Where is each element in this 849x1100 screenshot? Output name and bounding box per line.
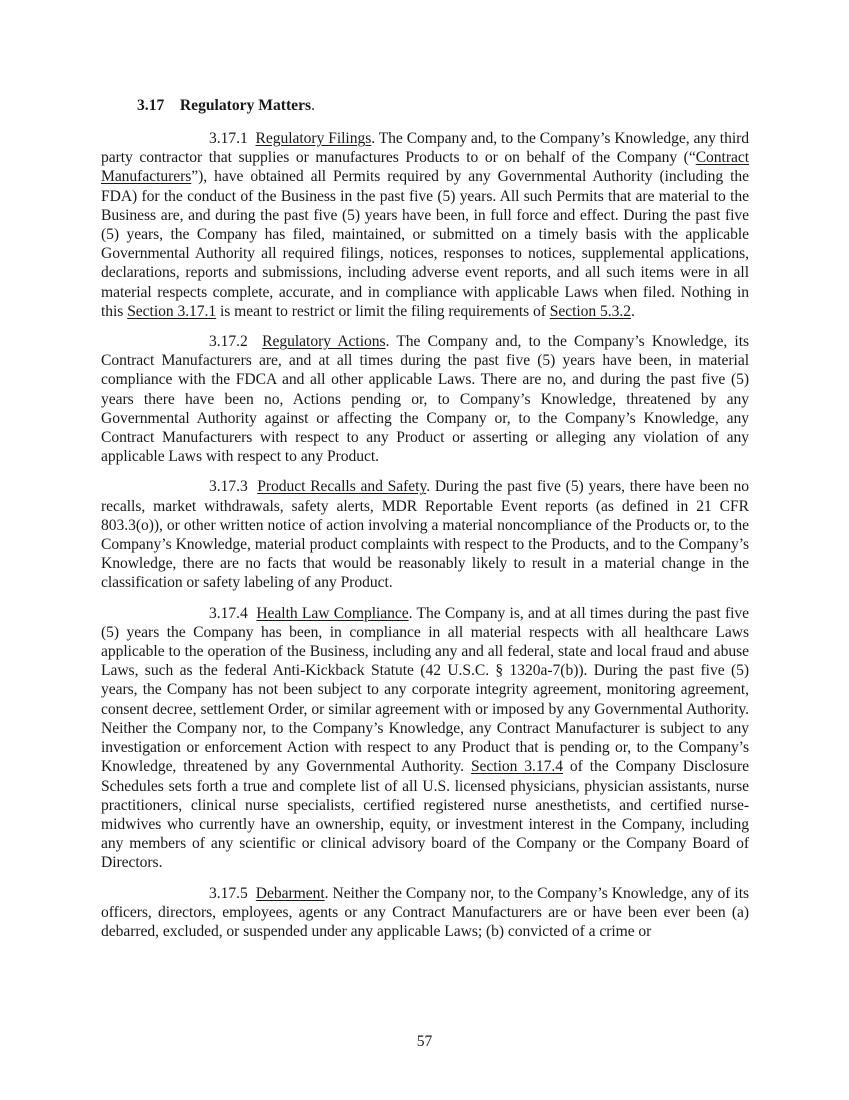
section-number: 3.17 — [137, 97, 165, 114]
subsection-heading: Product Recalls and Safety — [257, 478, 427, 496]
subsection-heading: Health Law Compliance — [256, 604, 409, 622]
paragraph-3-17-2: 3.17.2 Regulatory Actions. The Company and, to the Company’s Knowledge, its Contract Manufacturers are, and at all times during the past five (5) years have been, in material compliance with the FDCA and all other applicable Laws. There are no, and during the past five (5) years there have been no, Actions pending or, to Company’s Knowledge, threatened by any Governmental Authority against or affecting the Company or, to the Company’s Knowledge, any Contract Manufacturers with respect to any Product or asserting or alleging any violation of any applicable Laws with respect to any Product. — [101, 333, 750, 466]
subsection-heading: Debarment — [255, 884, 325, 902]
section-reference: Section 5.3.2 — [549, 302, 631, 320]
paragraph-3-17-4: 3.17.4 Health Law Compliance. The Company is, and at all times during the past five (5) years the Company has been, in compliance in all material respects with all healthcare Laws applicable to the operation of the Business, including any and all federal, state and local fraud and abuse Laws, such as the federal Anti-Kickback Statute (42 U.S.C. § 1320a-7(b)). During the past five (5) years, the Company has not been subject to any corporate integrity agreement, monitoring agreement, consent decree, settlement Order, or similar agreement with or imposed by any Governmental Authority. Neither the Company nor, to the Company’s Knowledge, any Contract Manufacturer is subject to any investigation or enforcement Action with respect to any Product that is pending or, to the Company’s Knowledge, threatened by any Governmental Authority. Section 3.17.4 of the Company Disclosure Schedules sets forth a true and complete list of all U.S. licensed physicians, physician assistants, nurse practitioners, clinical nurse specialists, certified registered nurse anesthetists, and certified nurse-midwives who currently have an ownership, equity, or investment interest in the Company, including any members of any scientific or clinical advisory board of the Company or the Company Board of Directors. — [101, 604, 749, 872]
paragraph-3-17-3: 3.17.3 Product Recalls and Safety. During the past five (5) years, there have been no recalls, market withdrawals, safety alerts, MDR Reportable Event reports (as defined in 21 CFR 803.3(o)), or other written notice of action involving a material noncompliance of the Products or, to the Company’s Knowledge, material product complaints with respect to the Products, and to the Company’s Knowledge, there are no facts that would be reasonably likely to result in a material change in the classification or safety labeling of any Product. — [101, 478, 749, 592]
section-reference: Section 3.17.4 — [470, 758, 563, 776]
subsection-heading: Regulatory Filings — [255, 130, 372, 147]
section-title: Regulatory Matters — [179, 97, 312, 114]
subsection-heading: Regulatory Actions — [262, 333, 386, 351]
document-page — [101, 96, 749, 952]
page-number: 57 — [416, 1033, 433, 1050]
defined-term: Contract Manufacturers — [101, 149, 749, 186]
paragraph-3-17-5: 3.17.5 Debarment. Neither the Company nor, to the Company’s Knowledge, any of its officers, directors, employees, agents or any Contract Manufacturers are or have been ever been (a) debarred, excluded, or suspended under any applicable Laws; (b) convicted of a crime or — [101, 884, 749, 940]
paragraph-3-17-1: 3.17.1 Regulatory Filings. The Company and, to the Company’s Knowledge, any third party contractor that supplies or manufactures Products to or on behalf of the Company (“Contract Manufacturers”), have obtained all Permits required by any Governmental Authority (including the FDA) for the conduct of the Business in the past five (5) years. All such Permits that are material to the Business are, and during the past five (5) years have been, in full force and effect. During the past five (5) years, the Company has filed, maintained, or submitted on a timely basis with the applicable Governmental Authority all required filings, notices, responses to notices, supplemental applications, declarations, reports and submissions, including adverse event reports, and all such items were in all material respects complete, accurate, and in compliance with applicable Laws when filed. Nothing in this Section 3.17.1 is meant to restrict or limit the filing requirements of Section 5.3.2. — [101, 130, 749, 320]
section-heading: 3.17 Regulatory Matters. — [137, 97, 315, 114]
section-reference: Section 3.17.1 — [127, 302, 217, 320]
